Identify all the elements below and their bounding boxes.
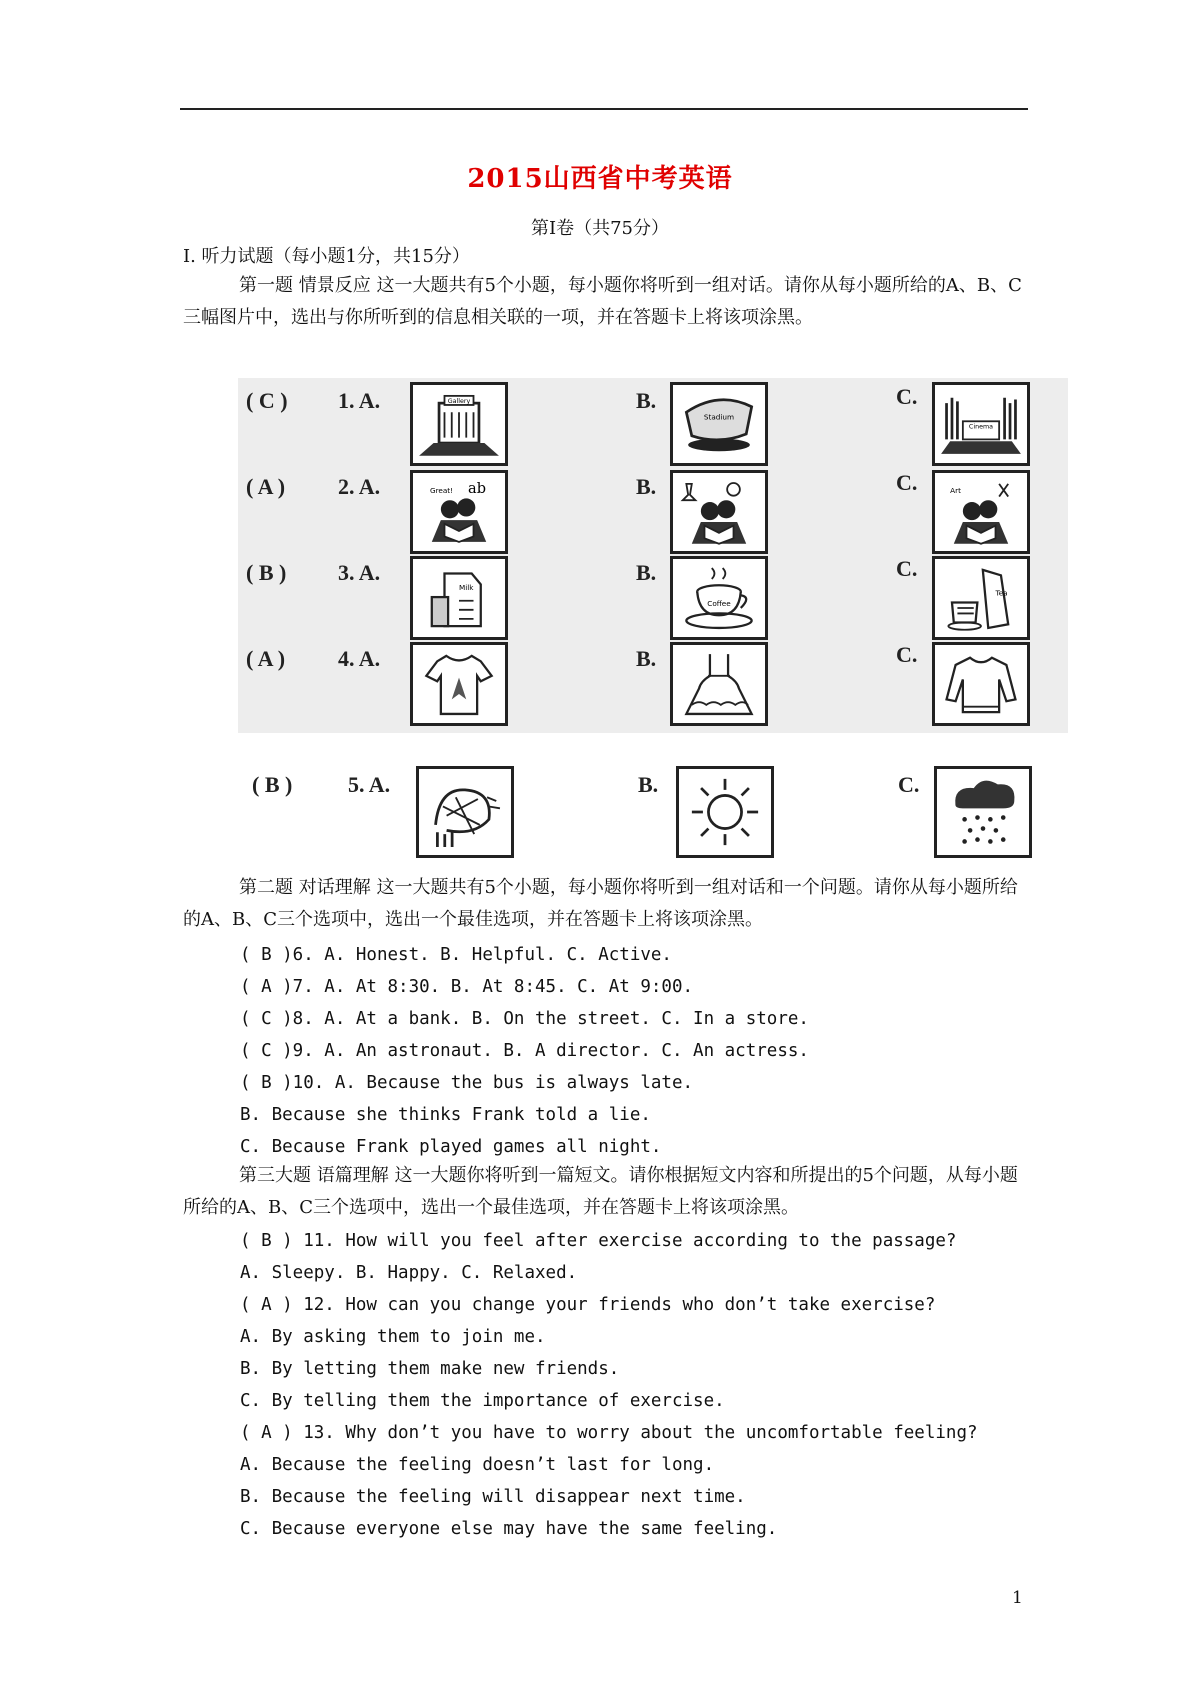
option-b-label: B.: [636, 646, 657, 671]
question-number: 2. A.: [338, 474, 381, 499]
question-13-option-c: C. Because everyone else may have the same feeling.: [240, 1519, 778, 1539]
option-c-label: C.: [896, 384, 918, 409]
question-8: ( C )8. A. At a bank. B. On the street. C. In a store.: [240, 1009, 809, 1029]
cinema-building-icon: [932, 382, 1030, 466]
question-6: ( B )6. A. Honest. B. Helpful. C. Active.: [240, 945, 672, 965]
question-number: 3. A.: [338, 560, 381, 585]
students-reading-science-icon: [670, 470, 768, 554]
question-13-option-a: A. Because the feeling doesn’t last for long.: [240, 1455, 715, 1475]
answer-mark: ( A ): [246, 646, 286, 671]
section-heading: I. 听力试题（每小题1分，共15分）: [183, 246, 470, 267]
part2-instruction: 第二题 对话理解 这一大题共有5个小题，每小题你将听到一组对话和一个问题。请你从每小题所给的A、B、C三个选项中，选出一个最佳选项，并在答题卡上将该项涂黑。: [183, 877, 1018, 930]
option-b-label: B.: [638, 772, 659, 797]
coffee-cup-icon: [670, 556, 768, 640]
answer-mark: ( C ): [246, 388, 288, 413]
option-c-label: C.: [896, 642, 918, 667]
students-reading-history-icon: [932, 470, 1030, 554]
question-10: ( B )10. A. Because the bus is always late.: [240, 1073, 694, 1093]
pic-text: Gallery: [447, 398, 471, 406]
pic-text: Art: [950, 485, 961, 495]
part1-instruction: 第一题 情景反应 这一大题共有5个小题，每小题你将听到一组对话。请你从每小题所给的A、B、C三幅图片中，选出与你所听到的信息相关联的一项，并在答题卡上将该项涂黑。: [183, 275, 1022, 328]
option-c-label: C.: [898, 772, 920, 797]
pic-text: Milk: [459, 582, 474, 592]
question-number: 5. A.: [348, 772, 391, 797]
option-b-label: B.: [636, 388, 657, 413]
question-12: ( A ) 12. How can you change your friends who don’t take exercise?: [240, 1295, 936, 1315]
question-11: ( B ) 11. How will you feel after exercise according to the passage?: [240, 1231, 957, 1251]
page-number: 1: [1012, 1588, 1023, 1608]
part3-instruction: 第三大题 语篇理解 这一大题你将听到一篇短文。请你根据短文内容和所提出的5个问题，从每小题所给的A、B、C三个选项中，选出一个最佳选项，并在答题卡上将该项涂黑。: [183, 1165, 1018, 1218]
sunny-weather-icon: [676, 766, 774, 858]
question-10-option-b: B. Because she thinks Frank told a lie.: [240, 1105, 651, 1125]
pic-text: Tea: [995, 588, 1008, 598]
t-shirt-icon: [410, 642, 508, 726]
sweater-icon: [932, 642, 1030, 726]
answer-mark: ( B ): [246, 560, 287, 585]
option-c-label: C.: [896, 470, 918, 495]
option-b-label: B.: [636, 560, 657, 585]
pic-text: Cinema: [968, 423, 994, 431]
option-c-label: C.: [896, 556, 918, 581]
question-13: ( A ) 13. Why don’t you have to worry about the uncomfortable feeling?: [240, 1423, 978, 1443]
question-9: ( C )9. A. An astronaut. B. A director. C. An actress.: [240, 1041, 809, 1061]
picture-question-5: [238, 758, 1068, 868]
answer-mark: ( B ): [252, 772, 293, 797]
question-13-option-b: B. Because the feeling will disappear next time.: [240, 1487, 746, 1507]
rainy-weather-icon: [934, 766, 1032, 858]
paper-subtitle: 第Ⅰ卷（共75分）: [530, 218, 669, 239]
question-10-option-c: C. Because Frank played games all night.: [240, 1137, 662, 1157]
header-rule: [180, 108, 1028, 110]
svg-text:ab: ab: [468, 480, 487, 497]
question-12-option-b: B. By letting them make new friends.: [240, 1359, 620, 1379]
students-reading-english-icon: [410, 470, 508, 554]
question-number: 4. A.: [338, 646, 381, 671]
question-number: 1. A.: [338, 388, 381, 413]
pic-text: Coffee: [707, 599, 731, 609]
pic-text: Great!: [429, 485, 454, 495]
option-b-label: B.: [636, 474, 657, 499]
picture-question-block: [238, 378, 1068, 733]
windy-weather-icon: [416, 766, 514, 858]
page-title: 2015山西省中考英语: [467, 164, 733, 194]
pic-text: Stadium: [703, 412, 735, 422]
gallery-building-icon: [410, 382, 508, 466]
question-12-option-a: A. By asking them to join me.: [240, 1327, 546, 1347]
stadium-icon: [670, 382, 768, 466]
answer-mark: ( A ): [246, 474, 286, 499]
milk-carton-icon: [410, 556, 508, 640]
question-12-option-c: C. By telling them the importance of exercise.: [240, 1391, 725, 1411]
question-11-options: A. Sleepy. B. Happy. C. Relaxed.: [240, 1263, 578, 1283]
question-7: ( A )7. A. At 8:30. B. At 8:45. C. At 9:00.: [240, 977, 694, 997]
tea-box-icon: [932, 556, 1030, 640]
dress-icon: [670, 642, 768, 726]
